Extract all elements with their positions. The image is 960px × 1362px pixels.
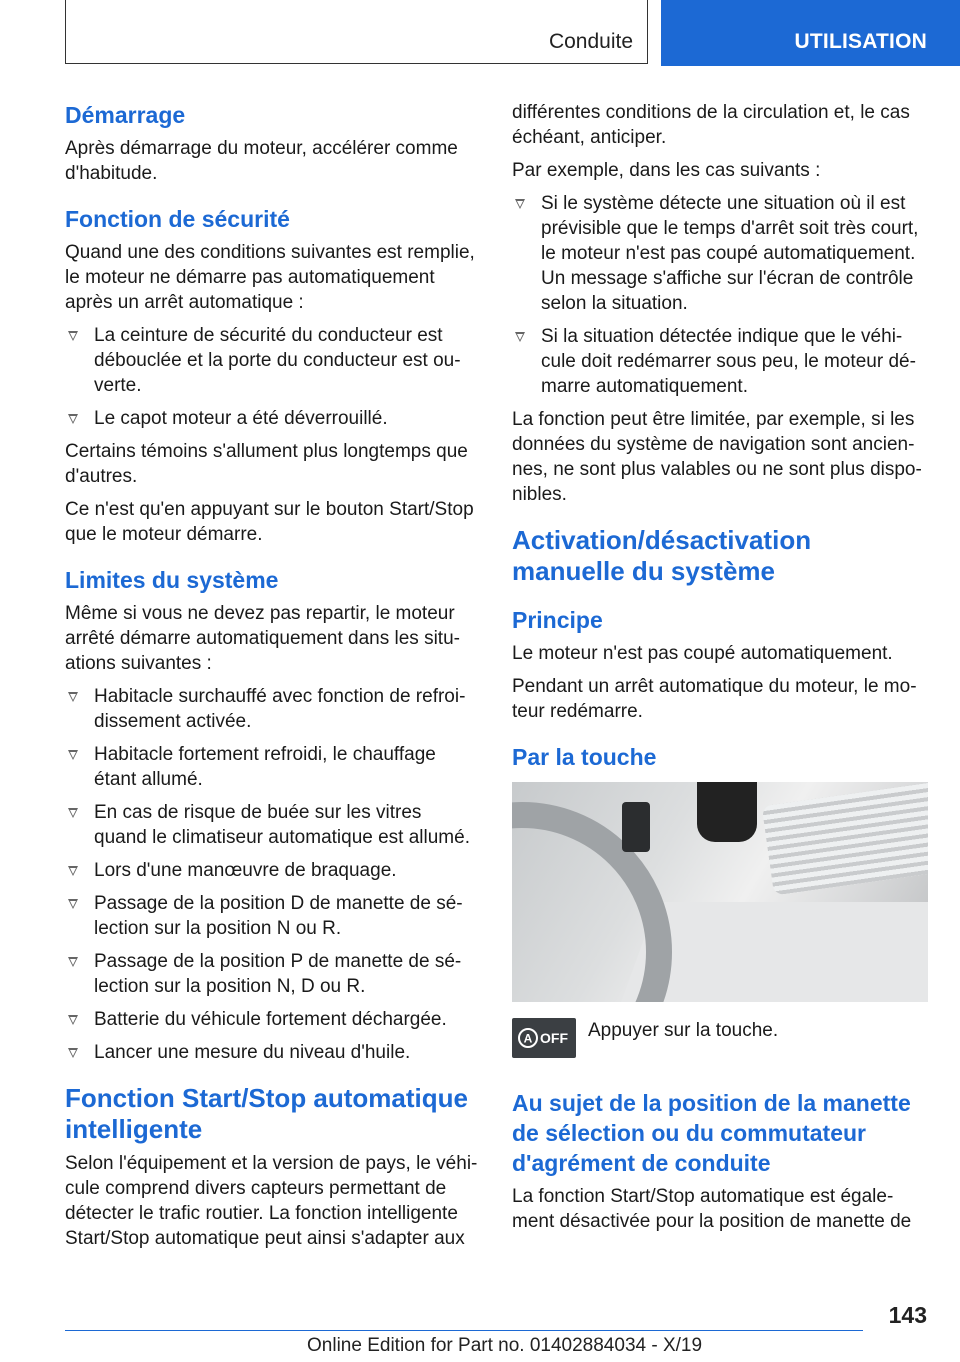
heading-activation: Activation/désactivation manuelle du système: [512, 525, 812, 586]
triangle-bullet-icon: [515, 199, 525, 209]
triangle-bullet-icon: [68, 750, 78, 760]
paragraph: Le moteur n'est pas coupé automatiquement.: [512, 643, 893, 664]
triangle-bullet-icon: [68, 692, 78, 702]
paragraph: Ce n'est qu'en appuyant sur le bouton Start/Stop que le moteur démarre.: [65, 499, 474, 545]
dashboard-photo: [512, 782, 928, 1002]
paragraph: Quand une des conditions suivantes est remplie, le moteur ne démarre pas automatiquement après un arrêt automatique :: [65, 242, 475, 313]
header-section-box: [65, 0, 648, 64]
heading-demarrage: Démarrage: [65, 102, 186, 128]
header-chapter-title: UTILISATION: [794, 30, 927, 53]
heading-position: Au sujet de la position de la manette de sélection ou du commutateur d'agrément de conduite: [512, 1090, 911, 1176]
auto-start-stop-off-icon: [512, 1018, 576, 1058]
paragraph: Appuyer sur la touche.: [588, 1020, 779, 1041]
paragraph: Même si vous ne devez pas repartir, le moteur arrêté démarre automatiquement dans les situ-ations suivantes :: [65, 603, 460, 674]
triangle-bullet-icon: [515, 332, 525, 342]
paragraph: La fonction peut être limitée, par exemple, si les données du système de navigation sont ancien-nes, ne sont plus valables ou ne sont plus dispo-nibles.: [512, 409, 922, 505]
triangle-bullet-icon: [68, 957, 78, 967]
list-item: Lancer une mesure du niveau d'huile.: [65, 1040, 479, 1065]
bullet-list: [512, 191, 928, 399]
left-column: [65, 100, 479, 1259]
bullet-list: [65, 323, 479, 431]
paragraph: Selon l'équipement et la version de pays, le véhi-cule comprend divers capteurs permettant de détecter le trafic routier. La fonction intelligente Start/Stop automatique peut ainsi s'adapter aux: [65, 1153, 478, 1249]
heading-intelligente: Fonction Start/Stop automatique intelligente: [65, 1083, 468, 1144]
paragraph: Pendant un arrêt automatique du moteur, le mo-teur redémarre.: [512, 676, 917, 722]
triangle-bullet-icon: [68, 1048, 78, 1058]
list-item: Habitacle fortement refroidi, le chauffage étant allumé.: [65, 742, 479, 792]
triangle-bullet-icon: [68, 866, 78, 876]
button-instruction: [512, 1018, 928, 1058]
paragraph: Certains témoins s'allument plus longtemps que d'autres.: [65, 441, 468, 487]
list-item: Habitacle surchauffé avec fonction de refroi-dissement activée.: [65, 684, 479, 734]
list-item: Le capot moteur a été déverrouillé.: [65, 406, 479, 431]
list-item: En cas de risque de buée sur les vitres quand le climatiseur automatique est allumé.: [65, 800, 479, 850]
list-item: Passage de la position P de manette de sé-lection sur la position N, D ou R.: [65, 949, 479, 999]
heading-securite: Fonction de sécurité: [65, 206, 290, 232]
header-section-title: Conduite: [548, 30, 633, 53]
triangle-bullet-icon: [68, 414, 78, 424]
heading-limites: Limites du système: [65, 567, 279, 593]
triangle-bullet-icon: [68, 899, 78, 909]
triangle-bullet-icon: [68, 808, 78, 818]
paragraph: différentes conditions de la circulation et, le cas échéant, anticiper.: [512, 102, 910, 148]
off-button-label: OFF: [540, 1030, 568, 1046]
list-item: Passage de la position D de manette de sé-lection sur la position N ou R.: [65, 891, 479, 941]
list-item: Si la situation détectée indique que le véhi-cule doit redémarrer sous peu, le moteur dé-marre automatiquement.: [512, 324, 928, 399]
svg-text:A: A: [523, 1031, 533, 1046]
triangle-bullet-icon: [68, 331, 78, 341]
paragraph: La fonction Start/Stop automatique est égale-ment désactivée pour la position de manette de: [512, 1186, 912, 1232]
right-column: [512, 100, 928, 1242]
list-item: Batterie du véhicule fortement déchargée.: [65, 1007, 479, 1032]
bullet-list: [65, 684, 479, 1065]
header-chapter-tab: [661, 0, 960, 66]
list-item: Lors d'une manœuvre de braquage.: [65, 858, 479, 883]
footer-divider: [65, 1330, 863, 1331]
triangle-bullet-icon: [68, 1015, 78, 1025]
page-number: 143: [888, 1302, 927, 1328]
footer-edition: Online Edition for Part no. 01402884034 - X/19: [307, 1335, 703, 1356]
list-item: Si le système détecte une situation où il est prévisible que le temps d'arrêt soit très court, le moteur n'est pas coupé automatiquement. Un message s'affiche sur l'écran de contrôle selon la situation.: [512, 191, 928, 316]
paragraph: Par exemple, dans les cas suivants :: [512, 160, 821, 181]
heading-touche: Par la touche: [512, 744, 657, 770]
paragraph: Après démarrage du moteur, accélérer comme d'habitude.: [65, 138, 458, 184]
list-item: La ceinture de sécurité du conducteur est débouclée et la porte du conducteur est ou-verte.: [65, 323, 479, 398]
heading-principe: Principe: [512, 607, 603, 633]
